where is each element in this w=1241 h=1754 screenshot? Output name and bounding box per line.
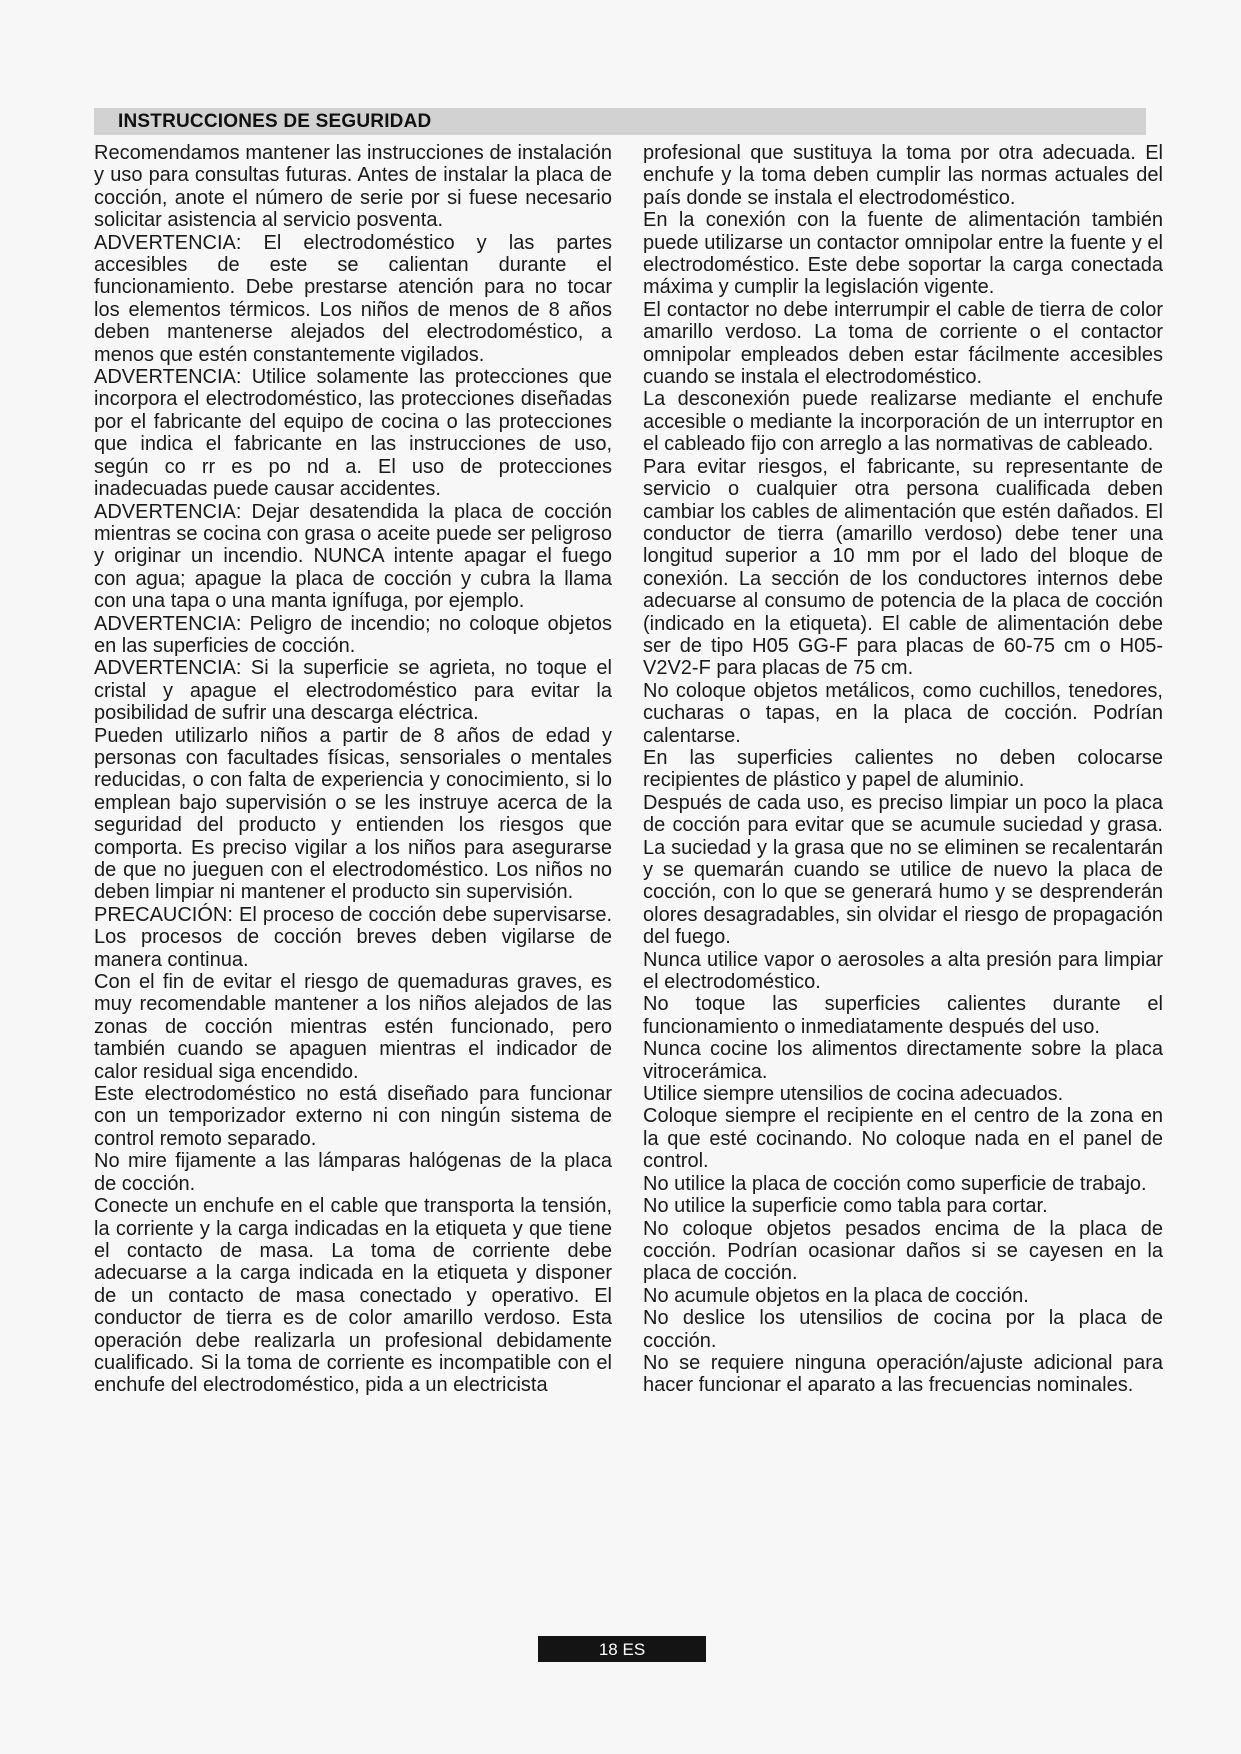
section-title: INSTRUCCIONES DE SEGURIDAD bbox=[118, 111, 432, 132]
paragraph: No coloque objetos metálicos, como cuchillos, tenedores, cucharas o tapas, en la placa de cocción. Podrían calentarse. bbox=[643, 679, 1163, 747]
paragraph: Conecte un enchufe en el cable que transporta la tensión, la corriente y la carga indicadas en la etiqueta y que tiene el contacto de masa. La toma de corriente debe adecuarse a la carga indicada en la etiqueta y disponer de un contacto de masa conectado y operativo. El conductor de tierra es de color amarillo verdoso. Esta operación debe realizarla un profesional debidamente cualificado. Si la toma de corriente es incompatible con el enchufe del electrodoméstico, pida a un electricista bbox=[94, 1195, 612, 1397]
paragraph: No utilice la placa de cocción como superficie de trabajo. bbox=[643, 1172, 1147, 1195]
paragraph: ADVERTENCIA: Utilice solamente las protecciones que incorpora el electrodoméstico, las protecciones diseñadas por el fabricante del equipo de cocina o las protecciones que indica el fabricante en las instrucciones de uso, según co rr es po nd a. El uso de protecciones inadecuadas puede causar accidentes. bbox=[94, 366, 612, 501]
paragraph: La desconexión puede realizarse mediante el enchufe accesible o mediante la incorporación de un interruptor en el cableado fijo con arreglo a las normativas de cableado. bbox=[643, 388, 1163, 456]
page-number-box bbox=[538, 1636, 706, 1662]
paragraph: No acumule objetos en la placa de cocción. bbox=[643, 1284, 1029, 1307]
paragraph: Con el fin de evitar el riesgo de quemaduras graves, es muy recomendable mantener a los niños alejados de las zonas de cocción mientras estén funcionado, pero también cuando se apaguen mientras el indicador de calor residual siga encendido. bbox=[94, 971, 612, 1083]
paragraph: ADVERTENCIA: Peligro de incendio; no coloque objetos en las superficies de cocción. bbox=[94, 612, 612, 657]
paragraph: El contactor no debe interrumpir el cable de tierra de color amarillo verdoso. La toma de corriente o el contactor omnipolar empleados deben estar fácilmente accesibles cuando se instala el electrodoméstico. bbox=[643, 298, 1163, 389]
paragraph: Utilice siempre utensilios de cocina adecuados. bbox=[643, 1083, 1064, 1106]
paragraph: En la conexión con la fuente de alimentación también puede utilizarse un contactor omnipolar entre la fuente y el electrodoméstico. Este debe soportar la carga conectada máxima y cumplir la legislación vigente. bbox=[643, 209, 1163, 299]
paragraph: Nunca cocine los alimentos directamente sobre la placa vitrocerámica. bbox=[643, 1038, 1163, 1083]
paragraph: profesional que sustituya la toma por otra adecuada. El enchufe y la toma deben cumplir las normas actuales del país donde se instala el electrodoméstico. bbox=[643, 142, 1163, 209]
paragraph: No se requiere ninguna operación/ajuste adicional para hacer funcionar el aparato a las frecuencias nominales. bbox=[643, 1351, 1163, 1397]
paragraph: Después de cada uso, es preciso limpiar un poco la placa de cocción para evitar que se acumule suciedad y grasa. La suciedad y la grasa que no se eliminen se recalentarán y se quemarán cuando se utilice de nuevo la placa de cocción, con lo que se generará humo y se desprenderán olores desagradables, sin olvidar el riesgo de propagación del fuego. bbox=[643, 791, 1163, 949]
paragraph: En las superficies calientes no deben colocarse recipientes de plástico y papel de aluminio. bbox=[643, 746, 1163, 792]
paragraph: No coloque objetos pesados encima de la placa de cocción. Podrían ocasionar daños si se cayesen en la placa de cocción. bbox=[643, 1217, 1163, 1285]
paragraph: Para evitar riesgos, el fabricante, su representante de servicio o cualquier otra persona cualificada deben cambiar los cables de alimentación que estén dañados. El conductor de tierra (amarillo verdoso) debe tener una longitud superior a 10 mm por el lado del bloque de conexión. La sección de los conductores internos debe adecuarse al consumo de potencia de la placa de cocción (indicado en la etiqueta). El cable de alimentación debe ser de tipo H05 GG-F para placas de 60-75 cm o H05-V2V2-F para placas de 75 cm. bbox=[643, 455, 1163, 680]
paragraph: ADVERTENCIA: El electrodoméstico y las partes accesibles de este se calientan durante el funcionamiento. Debe prestarse atención para no tocar los elementos térmicos. Los niños de menos de 8 años deben mantenerse alejados del electrodoméstico, a menos que estén constantemente vigilados. bbox=[94, 231, 612, 366]
left-text-column bbox=[94, 142, 612, 1397]
paragraph: Recomendamos mantener las instrucciones de instalación y uso para consultas futuras. Antes de instalar la placa de cocción, anote el número de serie por si fuese necesario solicitar asistencia al servicio posventa. bbox=[94, 142, 612, 232]
paragraph: ADVERTENCIA: Dejar desatendida la placa de cocción mientras se cocina con grasa o aceite puede ser peligroso y originar un incendio. NUNCA intente apagar el fuego con agua; apague la placa de cocción y cubra la llama con una tapa o una manta ignífuga, por ejemplo. bbox=[94, 500, 612, 613]
paragraph: Nunca utilice vapor o aerosoles a alta presión para limpiar el electrodoméstico. bbox=[643, 948, 1163, 994]
paragraph: ADVERTENCIA: Si la superficie se agrieta, no toque el cristal y apague el electrodoméstico para evitar la posibilidad de sufrir una descarga eléctrica. bbox=[94, 657, 612, 725]
paragraph: PRECAUCIÓN: El proceso de cocción debe supervisarse. Los procesos de cocción breves deben vigilarse de manera continua. bbox=[94, 903, 612, 971]
paragraph: No deslice los utensilios de cocina por la placa de cocción. bbox=[643, 1307, 1163, 1352]
paragraph: No mire fijamente a las lámparas halógenas de la placa de cocción. bbox=[94, 1150, 612, 1195]
right-text-column bbox=[643, 142, 1163, 1397]
paragraph: Este electrodoméstico no está diseñado para funcionar con un temporizador externo ni con ningún sistema de control remoto separado. bbox=[94, 1083, 612, 1150]
paragraph: No toque las superficies calientes durante el funcionamiento o inmediatamente después del uso. bbox=[643, 993, 1163, 1038]
paragraph: No utilice la superficie como tabla para cortar. bbox=[643, 1195, 1048, 1218]
section-header-bar bbox=[94, 108, 1146, 135]
paragraph: Coloque siempre el recipiente en el centro de la zona en la que esté cocinando. No coloque nada en el panel de control. bbox=[643, 1105, 1163, 1173]
page-number: 18 ES bbox=[598, 1640, 646, 1659]
paragraph: Pueden utilizarlo niños a partir de 8 años de edad y personas con facultades físicas, sensoriales o mentales reducidas, o con falta de experiencia y conocimiento, si lo emplean bajo supervisión o se les instruye acerca de la seguridad del producto y entienden los riesgos que comporta. Es preciso vigilar a los niños para asegurarse de que no jueguen con el electrodoméstico. Los niños no deben limpiar ni mantener el producto sin supervisión. bbox=[94, 724, 612, 904]
